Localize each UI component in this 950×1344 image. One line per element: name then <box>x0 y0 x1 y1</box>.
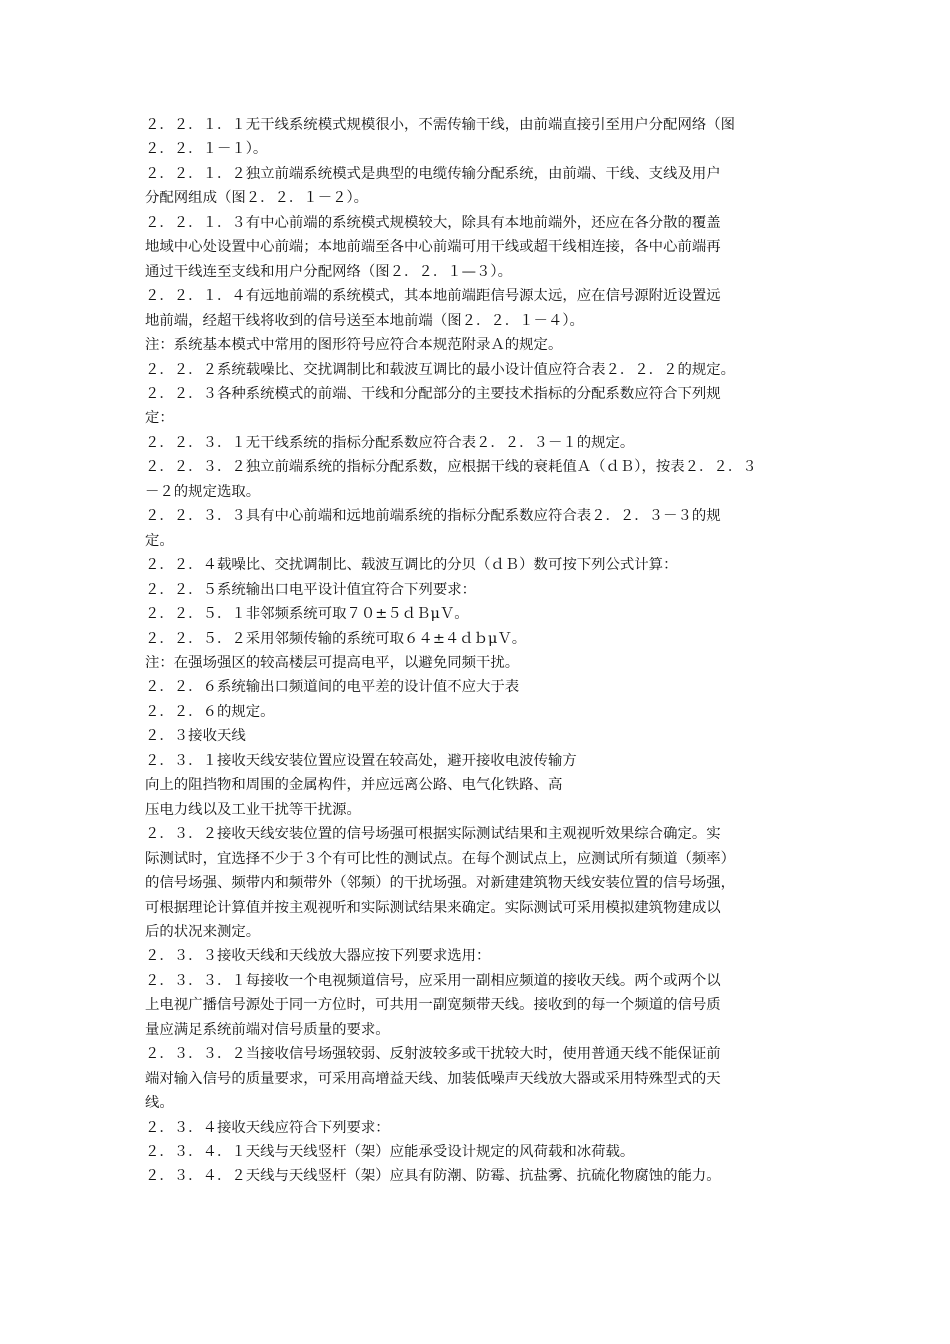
text-line: ２．２．１．４有远地前端的系统模式，其本地前端距信号源太远，应在信号源附近设置远 <box>145 288 721 305</box>
text-line: ２．３．３．１每接收一个电视频道信号，应采用一副相应频道的接收天线。两个或两个以 <box>145 972 721 989</box>
text-line: 量应满足系统前端对信号质量的要求。 <box>145 1021 390 1038</box>
text-line: ２．２．３．２独立前端系统的指标分配系数，应根据干线的衰耗值Ａ（ｄＢ），按表２．２．３ <box>145 459 757 476</box>
text-line: 端对输入信号的质量要求，可采用高增益天线、加装低噪声天线放大器或采用特殊型式的天 <box>145 1070 721 1087</box>
text-line: 地前端，经超干线将收到的信号送至本地前端（图２．２．１－４）。 <box>145 312 584 329</box>
note-line: 注：在强场强区的较高楼层可提高电平，以避免同频干扰。 <box>145 654 520 671</box>
text-line: ２．３．４．１天线与天线竖杆（架）应能承受设计规定的风荷载和冰荷载。 <box>145 1144 635 1161</box>
text-line: ２．２．５．２采用邻频传输的系统可取６４±４ｄｂμＶ。 <box>145 630 527 647</box>
text-line: 压电力线以及工业干扰等干扰源。 <box>145 801 361 818</box>
text-line: ２．２．６系统输出口频道间的电平差的设计值不应大于表 <box>145 679 520 696</box>
text-line: 通过干线连至支线和用户分配网络（图２．２．１—３）。 <box>145 263 512 280</box>
text-line: 的信号场强、频带内和频带外（邻频）的干扰场强。对新建建筑物天线安装位置的信号场强， <box>145 875 736 892</box>
text-line: ２．２．３．３具有中心前端和远地前端系统的指标分配系数应符合表２．２．３－３的规 <box>145 508 721 525</box>
text-line: 线。 <box>145 1095 174 1112</box>
document-body <box>145 113 813 1189</box>
text-line: ２．２．１－１）。 <box>145 141 268 158</box>
text-line: ２．２．１．２独立前端系统模式是典型的电缆传输分配系统，由前端、干线、支线及用户 <box>145 165 721 182</box>
text-line: 定。 <box>145 532 174 549</box>
text-line: 上电视广播信号源处于同一方位时，可共用一副宽频带天线。接收到的每一个频道的信号质 <box>145 997 721 1014</box>
text-line: ２．３．１接收天线安装位置应设置在较高处，避开接收电波传输方 <box>145 752 577 769</box>
text-line: 地域中心处设置中心前端；本地前端至各中心前端可用干线或超干线相连接，各中心前端再 <box>145 239 721 256</box>
text-line: ２．２．２系统载噪比、交扰调制比和载波互调比的最小设计值应符合表２．２．２的规定。 <box>145 361 736 378</box>
text-line: ２．２．１．１无干线系统模式规模很小，不需传输干线，由前端直接引至用户分配网络（图 <box>145 117 736 133</box>
section-heading: ２．３接收天线 <box>145 728 246 745</box>
text-line: 后的状况来测定。 <box>145 923 261 940</box>
text-line: ２．２．１．３有中心前端的系统模式规模较大，除具有本地前端外，还应在各分散的覆盖 <box>145 214 721 231</box>
note-line: 注：系统基本模式中常用的图形符号应符合本规范附录Ａ的规定。 <box>145 337 563 354</box>
text-line: －２的规定选取。 <box>145 483 261 500</box>
text-line: ２．３．２接收天线安装位置的信号场强可根据实际测试结果和主观视听效果综合确定。实 <box>145 826 721 843</box>
text-line: ２．３．３．２当接收信号场强较弱、反射波较多或干扰较大时，使用普通天线不能保证前 <box>145 1046 721 1063</box>
text-line: ２．３．４接收天线应符合下列要求： <box>145 1119 390 1136</box>
text-line: 分配网组成（图２．２．１－２）。 <box>145 190 369 207</box>
text-line: ２．２．５系统输出口电平设计值宜符合下列要求： <box>145 581 476 598</box>
text-line: 定： <box>145 410 174 427</box>
text-line: ２．２．５．１非邻频系统可取７０±５ｄＢμＶ。 <box>145 606 469 623</box>
text-line: ２．２．４载噪比、交扰调制比、载波互调比的分贝（ｄＢ）数可按下列公式计算： <box>145 557 678 574</box>
text-line: 可根据理论计算值并按主观视听和实际测试结果来确定。实际测试可采用模拟建筑物建成以 <box>145 899 721 916</box>
text-line: ２．２．３．１无干线系统的指标分配系数应符合表２．２．３－１的规定。 <box>145 434 635 451</box>
text-line: 向上的阻挡物和周围的金属构件，并应远离公路、电气化铁路、高 <box>145 777 563 794</box>
text-line: ２．３．４．２天线与天线竖杆（架）应具有防潮、防霉、抗盐雾、抗硫化物腐蚀的能力。 <box>145 1168 721 1185</box>
text-line: 际测试时，宜选择不少于３个有可比性的测试点。在每个测试点上，应测试所有频道（频率） <box>145 850 736 867</box>
text-line: ２．２．６的规定。 <box>145 703 275 720</box>
text-line: ２．３．３接收天线和天线放大器应按下列要求选用： <box>145 948 491 965</box>
text-line: ２．２．３各种系统模式的前端、干线和分配部分的主要技术指标的分配系数应符合下列规 <box>145 385 721 402</box>
